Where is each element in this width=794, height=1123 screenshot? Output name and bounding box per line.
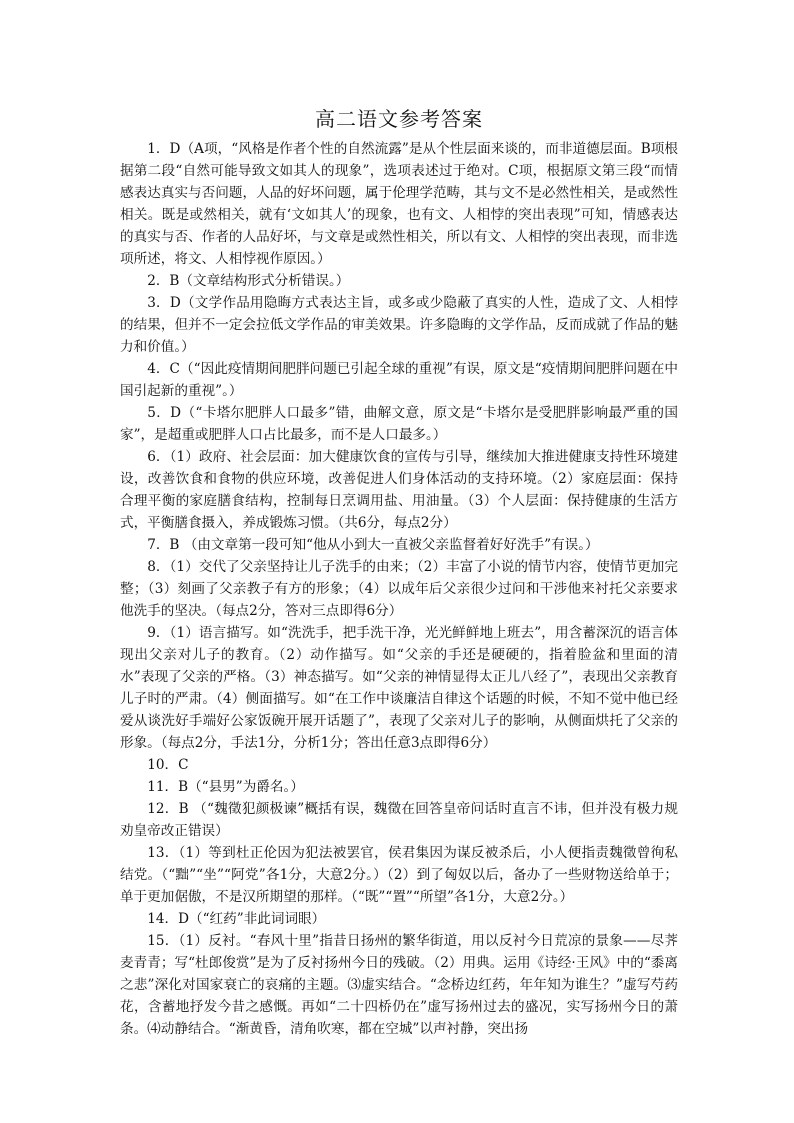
answer-item: 9．（1）语言描写。如“洗洗手，把手洗干净，光光鲜鲜地上班去”，用含蓄深沉的语言体现出父亲对儿子的教育。（2）动作描写。如“父亲的手还是硬硬的，指着脸盆和里面的清水”表现了父亲的严格。（3）神态描写。如“父亲的神情显得太正儿八经了”，表现出父亲教育儿子时的严肃。（4）侧面描写。如“在工作中谈廉洁自律这个话题的时候，不知不觉中他已经爱从谈洗好手端好公家饭碗开展开话题了”，表现了父亲对儿子的影响，从侧面烘托了父亲的形象。（每点2分，手法1分，分析1分；答出任意3点即得6分） xyxy=(120,625,678,751)
answer-item: 13．（1）等到杜正伦因为犯法被罢官，侯君集因为谋反被杀后，小人便指责魏徵曾徇私结党。（“黜”“坐”“阿党”各1分，大意2分。）（2）到了匈奴以后，备办了一些财物送给单于；单于更加倨傲，不是汉所期望的那样。（“既”“置”“所望”各1分，大意2分。） xyxy=(120,845,678,905)
answer-item: 11．B（“县男”为爵名。） xyxy=(147,779,304,795)
answer-item: 1．D（A项，“风格是作者个性的自然流露”是从个性层面来谈的，而非道德层面。B项根据第二段“自然可能导致文如其人的现象”，选项表述过于绝对。C项，根据原文第三段“而情感表达真实与否问题，人品的好坏问题，属于伦理学范畴，其与文不是必然性相关，是或然性相关。既是或然相关，就有‘文如其人’的现象，也有文、人相悖的突出表现”可知，情感表达的真实与否、作者的人品好坏，与文章是或然性相关，所以有文、人相悖的突出表现，而非选项所述，将文、人相悖视作原因。） xyxy=(120,141,678,267)
answer-item: 5．D（“卡塔尔肥胖人口最多”错，曲解文意，原文是“卡塔尔是受肥胖影响最严重的国家”，是超重或肥胖人口占比最多，而不是人口最多。） xyxy=(120,405,678,443)
page-title: 高二语文参考答案 xyxy=(315,107,483,131)
answer-item: 15．（1）反衬。“春风十里”指昔日扬州的繁华街道，用以反衬今日荒凉的景象——尽荠麦青青；写“杜郎俊赏”是为了反衬扬州今日的残破。（2）用典。运用《诗经·王风》中的“黍离之悲”深化对国家衰亡的哀痛的主题。⑶虚实结合。“念桥边红药，年年知为谁生？”虚写芍药花，含蓄地抒发今昔之感慨。再如“二十四桥仍在”虚写扬州过去的盛况，实写扬州今日的萧条。⑷动静结合。“渐黄昏，清角吹寒，都在空城”以声衬静，突出扬 xyxy=(120,933,678,1037)
answer-item: 3．D（文学作品用隐晦方式表达主旨，或多或少隐蔽了真实的人性，造成了文、人相悖的结果，但并不一定会拉低文学作品的审美效果。许多隐晦的文学作品，反而成就了作品的魅力和价值。） xyxy=(120,295,678,355)
answer-item: 7．B （由文章第一段可知“他从小到大一直被父亲监督着好好洗手”有误。） xyxy=(147,537,599,553)
answer-item: 4．C（“因此疫情期间肥胖问题已引起全球的重视”有误，原文是“疫情期间肥胖问题在中国引起新的重视”。） xyxy=(120,361,678,399)
answer-item: 2．B（文章结构形式分析错误。） xyxy=(147,273,350,289)
answer-item: 12．B （“魏徵犯颜极谏”概括有误，魏徵在回答皇帝问话时直言不讳，但并没有极力规劝皇帝改正错误） xyxy=(120,801,678,839)
answer-sheet-page xyxy=(120,104,678,1040)
answer-item: 10．C xyxy=(147,757,189,773)
answer-item: 6．（1）政府、社会层面：加大健康饮食的宣传与引导，继续加大推进健康支持性环境建设，改善饮食和食物的供应环境，改善促进人们身体活动的支持环境。（2）家庭层面：保持合理平衡的家庭膳食结构，控制每日烹调用盐、用油量。（3）个人层面：保持健康的生活方式，平衡膳食摄入，养成锻炼习惯。（共6分，每点2分） xyxy=(120,449,678,531)
answer-list xyxy=(120,138,678,1040)
answer-item: 14．D（“红药”非此词词眼） xyxy=(147,911,326,927)
answer-item: 8．（1）交代了父亲坚持让儿子洗手的由来；（2）丰富了小说的情节内容，使情节更加完整；（3）刻画了父亲教子有方的形象；（4）以成年后父亲很少过问和干涉他来衬托父亲要求他洗手的坚决。（每点2分，答对三点即得6分） xyxy=(120,559,678,619)
